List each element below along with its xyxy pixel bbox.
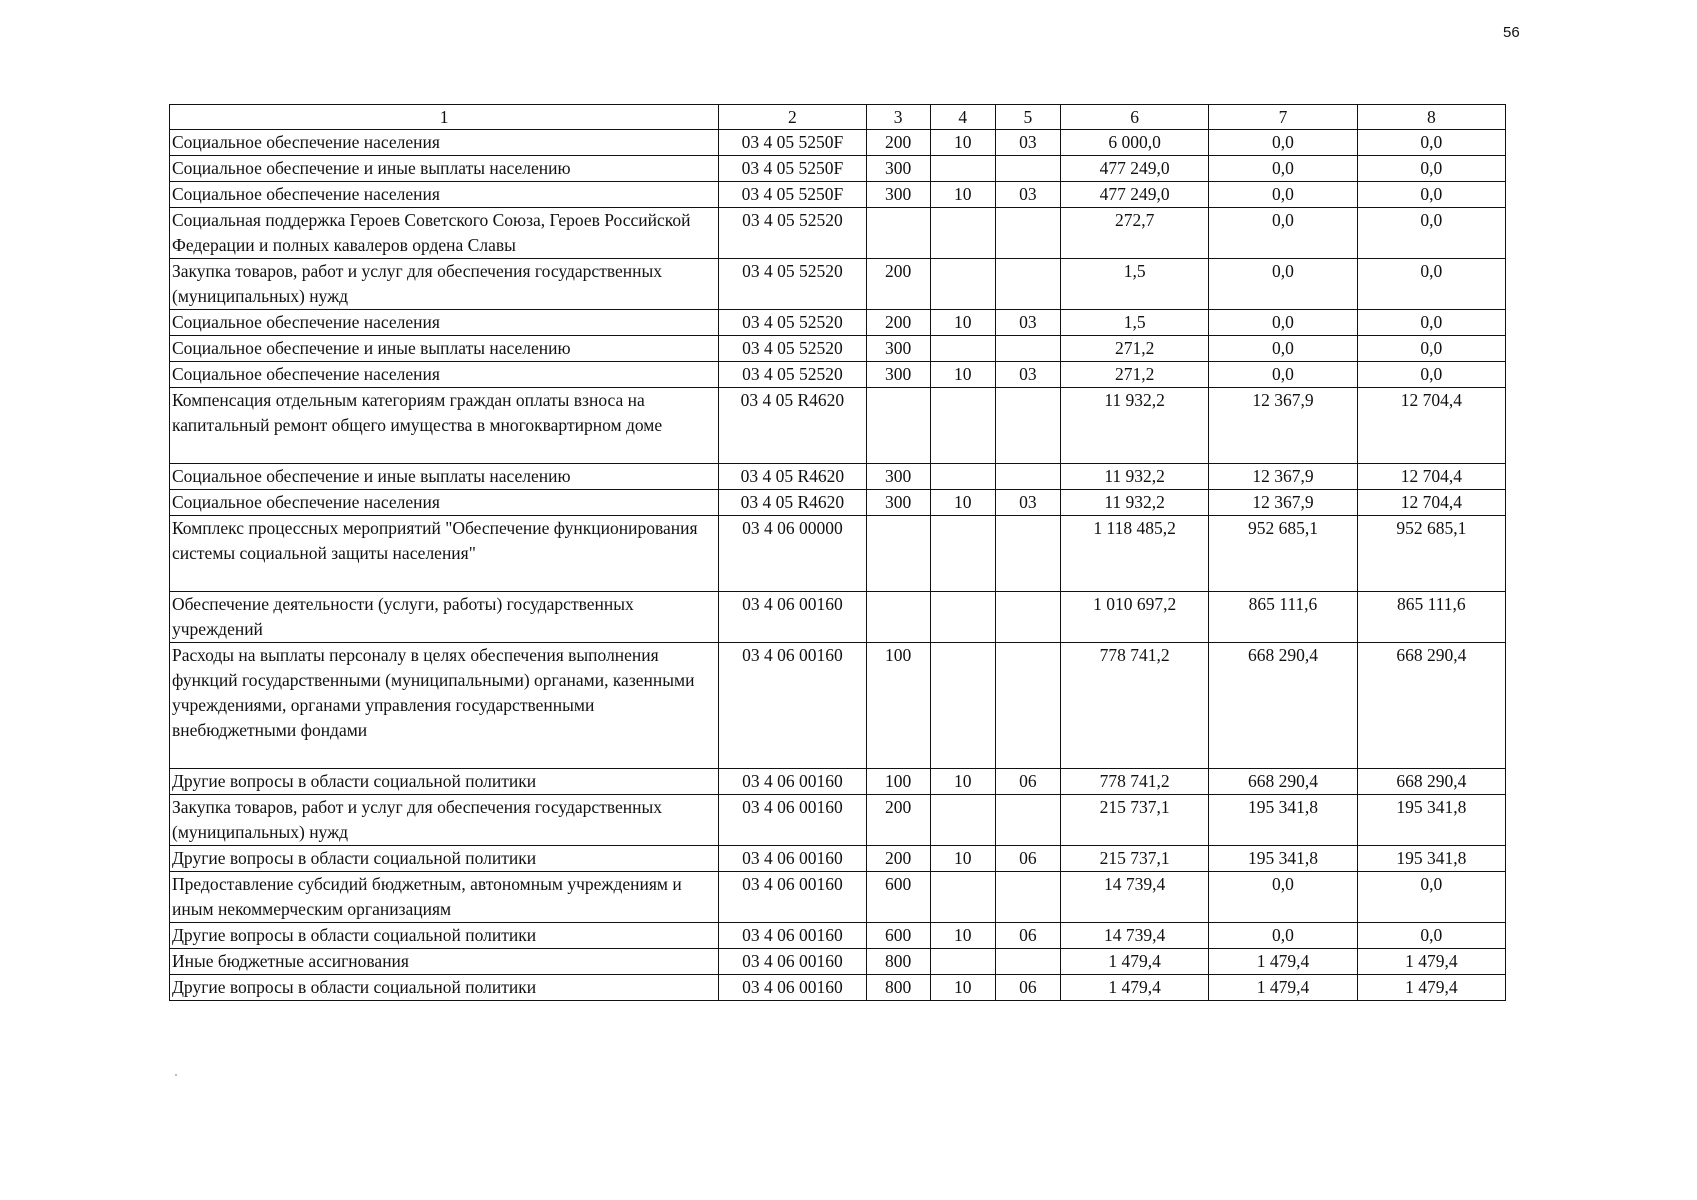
row-value8-cell: 865 111,6 xyxy=(1357,592,1505,643)
row-value6-cell: 272,7 xyxy=(1060,208,1208,259)
row-value7-cell: 1 479,4 xyxy=(1209,975,1357,1001)
row-value8-cell: 195 341,8 xyxy=(1357,795,1505,846)
row-col4-cell: 10 xyxy=(930,769,995,795)
column-header: 8 xyxy=(1357,105,1505,130)
table-row xyxy=(170,592,1506,643)
row-col4-cell: 10 xyxy=(930,362,995,388)
row-value7-cell: 865 111,6 xyxy=(1209,592,1357,643)
row-name-cell: Закупка товаров, работ и услуг для обеспечения государственных (муниципальных) нужд xyxy=(170,795,719,846)
table-row xyxy=(170,259,1506,310)
row-value6-cell: 1,5 xyxy=(1060,259,1208,310)
row-col5-cell xyxy=(995,949,1060,975)
row-value8-cell: 0,0 xyxy=(1357,130,1505,156)
column-header: 4 xyxy=(930,105,995,130)
row-col3-cell xyxy=(866,516,930,592)
table-row xyxy=(170,769,1506,795)
column-header: 6 xyxy=(1060,105,1208,130)
table-row xyxy=(170,208,1506,259)
row-value7-cell: 0,0 xyxy=(1209,872,1357,923)
row-name-cell: Социальное обеспечение и иные выплаты населению xyxy=(170,156,719,182)
table-row xyxy=(170,156,1506,182)
row-value7-cell: 0,0 xyxy=(1209,923,1357,949)
row-col4-cell: 10 xyxy=(930,182,995,208)
row-value6-cell: 1,5 xyxy=(1060,310,1208,336)
row-col4-cell xyxy=(930,388,995,464)
row-col3-cell xyxy=(866,388,930,464)
row-name-cell: Другие вопросы в области социальной политики xyxy=(170,923,719,949)
row-col4-cell: 10 xyxy=(930,130,995,156)
row-code-cell: 03 4 05 52520 xyxy=(719,259,866,310)
row-col3-cell: 800 xyxy=(866,949,930,975)
row-name-cell: Компенсация отдельным категориям граждан оплаты взноса на капитальный ремонт общего имущества в многоквартирном доме xyxy=(170,388,719,464)
row-col3-cell: 300 xyxy=(866,182,930,208)
row-name-cell: Социальное обеспечение и иные выплаты населению xyxy=(170,336,719,362)
row-col3-cell: 200 xyxy=(866,795,930,846)
table-row xyxy=(170,949,1506,975)
row-code-cell: 03 4 06 00160 xyxy=(719,643,866,769)
page-number: 56 xyxy=(1503,24,1520,41)
row-col3-cell: 200 xyxy=(866,259,930,310)
row-value6-cell: 14 739,4 xyxy=(1060,923,1208,949)
row-col3-cell: 200 xyxy=(866,130,930,156)
row-name-cell: Комплекс процессных мероприятий "Обеспечение функционирования системы социальной защиты населения" xyxy=(170,516,719,592)
row-value6-cell: 14 739,4 xyxy=(1060,872,1208,923)
column-header: 7 xyxy=(1209,105,1357,130)
table-row xyxy=(170,464,1506,490)
table-row xyxy=(170,182,1506,208)
row-col3-cell: 300 xyxy=(866,464,930,490)
row-col4-cell: 10 xyxy=(930,975,995,1001)
row-col5-cell: 03 xyxy=(995,490,1060,516)
row-value6-cell: 11 932,2 xyxy=(1060,388,1208,464)
row-col4-cell: 10 xyxy=(930,310,995,336)
row-name-cell: Иные бюджетные ассигнования xyxy=(170,949,719,975)
row-col5-cell xyxy=(995,464,1060,490)
row-name-cell: Социальное обеспечение населения xyxy=(170,182,719,208)
row-value7-cell: 668 290,4 xyxy=(1209,769,1357,795)
row-name-cell: Другие вопросы в области социальной политики xyxy=(170,846,719,872)
row-value6-cell: 11 932,2 xyxy=(1060,490,1208,516)
column-header: 5 xyxy=(995,105,1060,130)
row-value7-cell: 0,0 xyxy=(1209,156,1357,182)
row-col3-cell: 600 xyxy=(866,872,930,923)
row-name-cell: Социальная поддержка Героев Советского Союза, Героев Российской Федерации и полных кавалеров ордена Славы xyxy=(170,208,719,259)
row-value8-cell: 0,0 xyxy=(1357,259,1505,310)
row-value8-cell: 0,0 xyxy=(1357,310,1505,336)
row-col4-cell xyxy=(930,464,995,490)
row-code-cell: 03 4 06 00000 xyxy=(719,516,866,592)
row-value6-cell: 271,2 xyxy=(1060,336,1208,362)
row-code-cell: 03 4 05 52520 xyxy=(719,208,866,259)
row-value8-cell: 0,0 xyxy=(1357,923,1505,949)
row-value6-cell: 1 479,4 xyxy=(1060,975,1208,1001)
row-name-cell: Закупка товаров, работ и услуг для обеспечения государственных (муниципальных) нужд xyxy=(170,259,719,310)
row-value7-cell: 195 341,8 xyxy=(1209,795,1357,846)
row-value7-cell: 0,0 xyxy=(1209,362,1357,388)
row-col5-cell xyxy=(995,643,1060,769)
row-value7-cell: 195 341,8 xyxy=(1209,846,1357,872)
row-value7-cell: 12 367,9 xyxy=(1209,490,1357,516)
table-row xyxy=(170,923,1506,949)
row-name-cell: Обеспечение деятельности (услуги, работы) государственных учреждений xyxy=(170,592,719,643)
row-value8-cell: 1 479,4 xyxy=(1357,975,1505,1001)
row-value7-cell: 952 685,1 xyxy=(1209,516,1357,592)
row-col3-cell: 800 xyxy=(866,975,930,1001)
row-value6-cell: 1 118 485,2 xyxy=(1060,516,1208,592)
row-col4-cell xyxy=(930,208,995,259)
row-value8-cell: 0,0 xyxy=(1357,362,1505,388)
table-row xyxy=(170,336,1506,362)
row-value6-cell: 215 737,1 xyxy=(1060,846,1208,872)
row-value7-cell: 0,0 xyxy=(1209,130,1357,156)
row-col3-cell xyxy=(866,208,930,259)
row-col4-cell xyxy=(930,336,995,362)
row-code-cell: 03 4 06 00160 xyxy=(719,795,866,846)
row-value6-cell: 215 737,1 xyxy=(1060,795,1208,846)
row-col5-cell: 06 xyxy=(995,923,1060,949)
row-col3-cell: 200 xyxy=(866,846,930,872)
row-value8-cell: 12 704,4 xyxy=(1357,490,1505,516)
column-header: 1 xyxy=(170,105,719,130)
row-code-cell: 03 4 06 00160 xyxy=(719,846,866,872)
row-value8-cell: 0,0 xyxy=(1357,182,1505,208)
row-col4-cell xyxy=(930,259,995,310)
row-col3-cell xyxy=(866,592,930,643)
row-value8-cell: 195 341,8 xyxy=(1357,846,1505,872)
row-code-cell: 03 4 06 00160 xyxy=(719,592,866,643)
row-col4-cell xyxy=(930,795,995,846)
row-value8-cell: 952 685,1 xyxy=(1357,516,1505,592)
row-name-cell: Социальное обеспечение населения xyxy=(170,130,719,156)
scan-speck xyxy=(175,1074,177,1076)
row-value8-cell: 668 290,4 xyxy=(1357,643,1505,769)
row-col5-cell: 06 xyxy=(995,975,1060,1001)
row-col4-cell: 10 xyxy=(930,490,995,516)
row-col4-cell xyxy=(930,643,995,769)
row-code-cell: 03 4 05 52520 xyxy=(719,310,866,336)
column-header: 2 xyxy=(719,105,866,130)
row-name-cell: Другие вопросы в области социальной политики xyxy=(170,769,719,795)
row-col5-cell xyxy=(995,156,1060,182)
row-code-cell: 03 4 05 R4620 xyxy=(719,388,866,464)
row-code-cell: 03 4 05 52520 xyxy=(719,336,866,362)
row-value8-cell: 12 704,4 xyxy=(1357,388,1505,464)
row-value7-cell: 0,0 xyxy=(1209,336,1357,362)
table-header-row xyxy=(170,105,1506,130)
row-value7-cell: 0,0 xyxy=(1209,182,1357,208)
row-col3-cell: 600 xyxy=(866,923,930,949)
row-value6-cell: 778 741,2 xyxy=(1060,769,1208,795)
row-col4-cell xyxy=(930,872,995,923)
row-code-cell: 03 4 06 00160 xyxy=(719,949,866,975)
row-code-cell: 03 4 06 00160 xyxy=(719,769,866,795)
row-col4-cell xyxy=(930,516,995,592)
row-col4-cell: 10 xyxy=(930,846,995,872)
row-col3-cell: 100 xyxy=(866,643,930,769)
row-col4-cell xyxy=(930,156,995,182)
row-col5-cell xyxy=(995,592,1060,643)
table-row xyxy=(170,872,1506,923)
row-value7-cell: 12 367,9 xyxy=(1209,388,1357,464)
row-name-cell: Социальное обеспечение населения xyxy=(170,310,719,336)
row-name-cell: Другие вопросы в области социальной политики xyxy=(170,975,719,1001)
table-row xyxy=(170,310,1506,336)
row-col5-cell xyxy=(995,388,1060,464)
row-col5-cell: 06 xyxy=(995,846,1060,872)
row-code-cell: 03 4 05 5250F xyxy=(719,130,866,156)
table-row xyxy=(170,490,1506,516)
row-code-cell: 03 4 05 R4620 xyxy=(719,464,866,490)
row-value8-cell: 0,0 xyxy=(1357,156,1505,182)
row-value7-cell: 668 290,4 xyxy=(1209,643,1357,769)
row-col5-cell: 06 xyxy=(995,769,1060,795)
row-value6-cell: 6 000,0 xyxy=(1060,130,1208,156)
row-value7-cell: 12 367,9 xyxy=(1209,464,1357,490)
row-col3-cell: 300 xyxy=(866,362,930,388)
row-col3-cell: 200 xyxy=(866,310,930,336)
row-value6-cell: 271,2 xyxy=(1060,362,1208,388)
table-row xyxy=(170,975,1506,1001)
row-value6-cell: 11 932,2 xyxy=(1060,464,1208,490)
row-name-cell: Социальное обеспечение населения xyxy=(170,490,719,516)
table-row xyxy=(170,846,1506,872)
row-value8-cell: 12 704,4 xyxy=(1357,464,1505,490)
row-value7-cell: 0,0 xyxy=(1209,310,1357,336)
row-code-cell: 03 4 06 00160 xyxy=(719,975,866,1001)
row-value8-cell: 0,0 xyxy=(1357,336,1505,362)
row-code-cell: 03 4 06 00160 xyxy=(719,872,866,923)
row-code-cell: 03 4 05 R4620 xyxy=(719,490,866,516)
row-value6-cell: 477 249,0 xyxy=(1060,182,1208,208)
row-value7-cell: 0,0 xyxy=(1209,208,1357,259)
row-col5-cell: 03 xyxy=(995,310,1060,336)
table-row xyxy=(170,643,1506,769)
row-col3-cell: 100 xyxy=(866,769,930,795)
row-col5-cell xyxy=(995,516,1060,592)
row-col5-cell xyxy=(995,259,1060,310)
row-value6-cell: 1 479,4 xyxy=(1060,949,1208,975)
table-row xyxy=(170,362,1506,388)
row-col5-cell xyxy=(995,336,1060,362)
row-col3-cell: 300 xyxy=(866,336,930,362)
row-col3-cell: 300 xyxy=(866,156,930,182)
row-col5-cell xyxy=(995,208,1060,259)
row-value6-cell: 778 741,2 xyxy=(1060,643,1208,769)
column-header: 3 xyxy=(866,105,930,130)
row-value8-cell: 668 290,4 xyxy=(1357,769,1505,795)
row-col4-cell: 10 xyxy=(930,923,995,949)
row-code-cell: 03 4 05 5250F xyxy=(719,156,866,182)
row-value6-cell: 477 249,0 xyxy=(1060,156,1208,182)
row-col5-cell: 03 xyxy=(995,130,1060,156)
row-col4-cell xyxy=(930,592,995,643)
row-col5-cell xyxy=(995,795,1060,846)
row-value7-cell: 0,0 xyxy=(1209,259,1357,310)
row-name-cell: Социальное обеспечение населения xyxy=(170,362,719,388)
row-name-cell: Социальное обеспечение и иные выплаты населению xyxy=(170,464,719,490)
row-value8-cell: 1 479,4 xyxy=(1357,949,1505,975)
row-col5-cell: 03 xyxy=(995,182,1060,208)
table-row xyxy=(170,130,1506,156)
row-value8-cell: 0,0 xyxy=(1357,208,1505,259)
row-name-cell: Расходы на выплаты персоналу в целях обеспечения выполнения функций государственными (муниципальными) органами, казенными учреждениями, органами управления государственными внебюджетными фондами xyxy=(170,643,719,769)
row-value8-cell: 0,0 xyxy=(1357,872,1505,923)
row-name-cell: Предоставление субсидий бюджетным, автономным учреждениям и иным некоммерческим организациям xyxy=(170,872,719,923)
row-col3-cell: 300 xyxy=(866,490,930,516)
row-value7-cell: 1 479,4 xyxy=(1209,949,1357,975)
row-col4-cell xyxy=(930,949,995,975)
row-col5-cell: 03 xyxy=(995,362,1060,388)
table-row xyxy=(170,516,1506,592)
table-row xyxy=(170,388,1506,464)
row-col5-cell xyxy=(995,872,1060,923)
budget-table xyxy=(169,104,1506,1001)
table-body xyxy=(170,130,1506,1001)
row-value6-cell: 1 010 697,2 xyxy=(1060,592,1208,643)
row-code-cell: 03 4 05 52520 xyxy=(719,362,866,388)
row-code-cell: 03 4 06 00160 xyxy=(719,923,866,949)
row-code-cell: 03 4 05 5250F xyxy=(719,182,866,208)
table-row xyxy=(170,795,1506,846)
